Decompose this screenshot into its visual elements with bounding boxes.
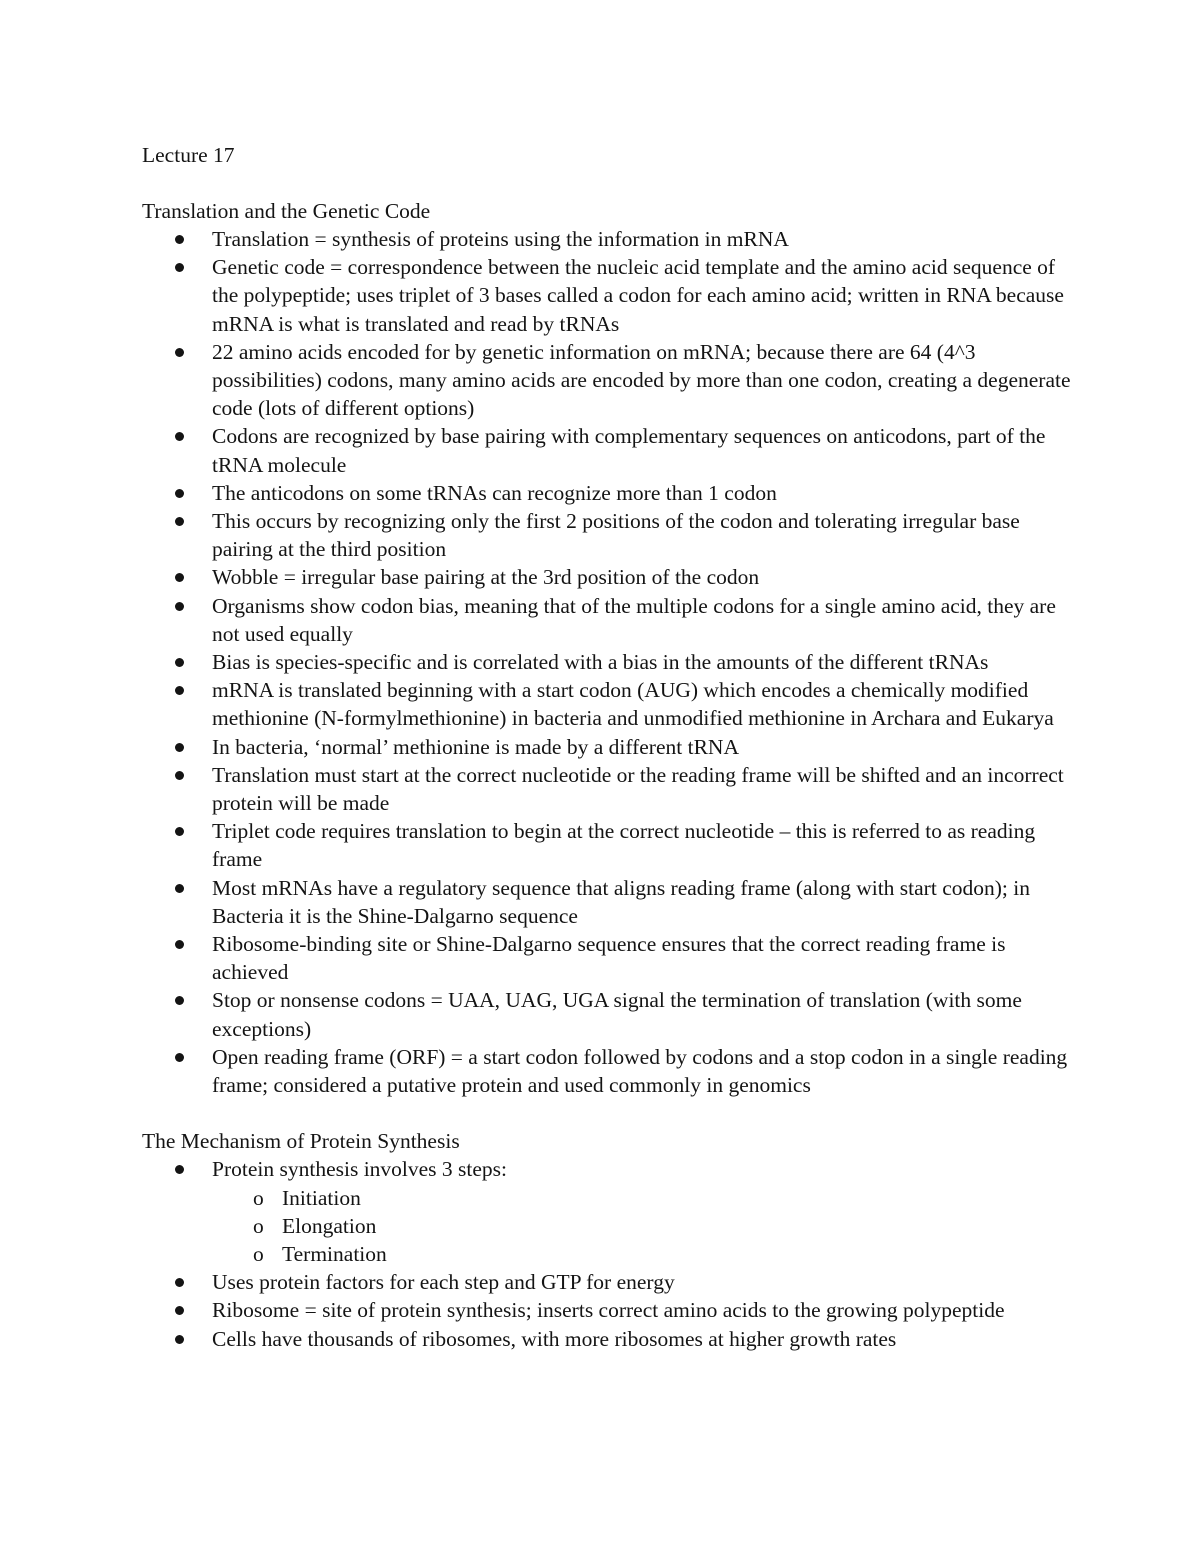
list-item	[142, 1155, 1072, 1268]
section-heading-genetic-code: Translation and the Genetic Code	[142, 199, 431, 223]
list-item: Uses protein factors for each step and GTP for energy	[142, 1268, 1072, 1296]
list-item: Wobble = irregular base pairing at the 3rd position of the codon	[142, 563, 1072, 591]
circle-bullet-icon: o	[253, 1185, 264, 1210]
list-item: Ribosome = site of protein synthesis; inserts correct amino acids to the growing polypeptide	[142, 1296, 1072, 1324]
list-item: This occurs by recognizing only the first 2 positions of the codon and tolerating irregular base pairing at the third position	[142, 507, 1072, 563]
list-item: Triplet code requires translation to begin at the correct nucleotide – this is referred to as reading frame	[142, 817, 1072, 873]
spacer	[142, 1099, 1072, 1127]
list-item: Open reading frame (ORF) = a start codon followed by codons and a stop codon in a single reading frame; considered a putative protein and used commonly in genomics	[142, 1043, 1072, 1099]
sub-list-item	[142, 1212, 1072, 1240]
list-item: Most mRNAs have a regulatory sequence that aligns reading frame (along with start codon); in Bacteria it is the Shine-Dalgarno sequence	[142, 874, 1072, 930]
list-item: Genetic code = correspondence between the nucleic acid template and the amino acid sequence of the polypeptide; uses triplet of 3 bases called a codon for each amino acid; written in RNA because mRNA is what is translated and read by tRNAs	[142, 253, 1072, 338]
spacer	[142, 169, 1072, 197]
step-label: Elongation	[282, 1213, 377, 1238]
list-item: Codons are recognized by base pairing with complementary sequences on anticodons, part of the tRNA molecule	[142, 422, 1072, 478]
list-item: Organisms show codon bias, meaning that of the multiple codons for a single amino acid, they are not used equally	[142, 592, 1072, 648]
steps-sublist	[142, 1184, 1072, 1269]
section-heading-protein-synthesis: The Mechanism of Protein Synthesis	[142, 1129, 460, 1154]
step-label: Termination	[282, 1241, 387, 1266]
list-item: Translation must start at the correct nucleotide or the reading frame will be shifted and an incorrect protein will be made	[142, 761, 1072, 817]
list-item: Ribosome-binding site or Shine-Dalgarno sequence ensures that the correct reading frame is achieved	[142, 930, 1072, 986]
lecture-title: Lecture 17	[142, 143, 235, 167]
bullet-list-genetic-code	[142, 225, 1072, 1099]
bullet-list-protein-synthesis	[142, 1155, 1072, 1352]
list-item: Stop or nonsense codons = UAA, UAG, UGA signal the termination of translation (with some exceptions)	[142, 986, 1072, 1042]
list-item: Translation = synthesis of proteins using the information in mRNA	[142, 225, 1072, 253]
list-item: Cells have thousands of ribosomes, with more ribosomes at higher growth rates	[142, 1325, 1072, 1353]
sub-list-item	[142, 1240, 1072, 1268]
circle-bullet-icon: o	[253, 1241, 264, 1266]
steps-intro-text: Protein synthesis involves 3 steps:	[212, 1157, 508, 1182]
sub-list-item	[142, 1184, 1072, 1212]
list-item: Bias is species-specific and is correlated with a bias in the amounts of the different tRNAs	[142, 648, 1072, 676]
circle-bullet-icon: o	[253, 1213, 264, 1238]
list-item: 22 amino acids encoded for by genetic information on mRNA; because there are 64 (4^3 possibilities) codons, many amino acids are encoded by more than one codon, creating a degenerate code (lots of different options)	[142, 338, 1072, 423]
document-page	[142, 141, 1072, 1353]
list-item: In bacteria, ‘normal’ methionine is made by a different tRNA	[142, 733, 1072, 761]
step-label: Initiation	[282, 1185, 361, 1210]
list-item: The anticodons on some tRNAs can recognize more than 1 codon	[142, 479, 1072, 507]
list-item: mRNA is translated beginning with a start codon (AUG) which encodes a chemically modified methionine (N-formylmethionine) in bacteria and unmodified methionine in Archara and Eukarya	[142, 676, 1072, 732]
